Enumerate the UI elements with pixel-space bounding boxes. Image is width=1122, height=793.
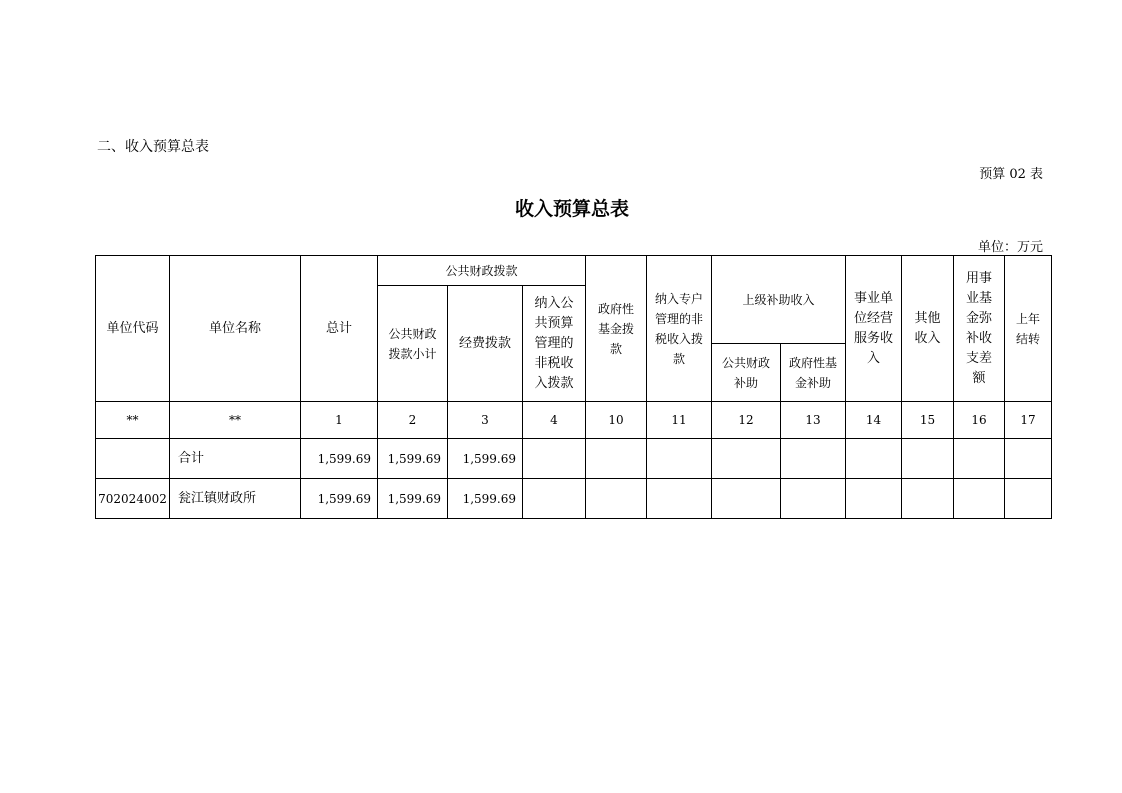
header-business-income: 事业单位经营服务收入 <box>846 256 902 402</box>
empty-cell <box>954 439 1005 479</box>
empty-cell <box>712 439 781 479</box>
empty-cell <box>712 479 781 519</box>
header-gov-fund: 政府性基金拨款 <box>586 256 647 402</box>
header-fund-offset: 用事业基金弥补收支差额 <box>954 256 1005 402</box>
table-number: 预算 02 表 <box>979 167 1043 182</box>
empty-cell <box>647 439 712 479</box>
header-total: 总计 <box>301 256 378 402</box>
document-title: 收入预算总表 <box>514 198 629 220</box>
index-cell: 13 <box>781 402 846 439</box>
index-cell: ** <box>170 402 301 439</box>
empty-cell <box>902 479 954 519</box>
header-public-finance-subsidy: 公共财政补助 <box>712 344 781 402</box>
subtotal-cell: 1,599.69 <box>378 439 448 479</box>
section-title: 二、收入预算总表 <box>97 139 209 155</box>
index-cell: 14 <box>846 402 902 439</box>
index-cell: 3 <box>448 402 523 439</box>
header-name: 单位名称 <box>170 256 301 402</box>
operating-fund-cell: 1,599.69 <box>448 439 523 479</box>
empty-cell <box>846 479 902 519</box>
empty-cell <box>586 439 647 479</box>
header-public-finance-subtotal: 公共财政拨款小计 <box>378 286 448 402</box>
empty-cell <box>523 439 586 479</box>
empty-cell <box>781 479 846 519</box>
index-cell: 15 <box>902 402 954 439</box>
total-cell: 1,599.69 <box>301 479 378 519</box>
unit-name-cell: 瓮江镇财政所 <box>170 479 301 519</box>
empty-cell <box>1005 439 1052 479</box>
header-superior-subsidy: 上级补助收入 <box>712 256 846 344</box>
index-cell: 1 <box>301 402 378 439</box>
index-cell: 2 <box>378 402 448 439</box>
empty-cell <box>902 439 954 479</box>
index-cell: 16 <box>954 402 1005 439</box>
income-budget-table <box>95 255 1052 519</box>
index-row <box>96 402 1052 439</box>
table-row <box>96 479 1052 519</box>
subtotal-cell: 1,599.69 <box>378 479 448 519</box>
empty-cell <box>647 479 712 519</box>
index-cell: 4 <box>523 402 586 439</box>
header-other-income: 其他收入 <box>902 256 954 402</box>
total-cell: 1,599.69 <box>301 439 378 479</box>
index-cell: 11 <box>647 402 712 439</box>
unit-code-cell: 702024002 <box>96 479 170 519</box>
header-carryover: 上年结转 <box>1005 256 1052 402</box>
empty-cell <box>1005 479 1052 519</box>
operating-fund-cell: 1,599.69 <box>448 479 523 519</box>
unit-label: 单位：万元 <box>977 240 1043 255</box>
empty-cell <box>954 479 1005 519</box>
empty-cell <box>586 479 647 519</box>
header-nontax-special: 纳入专户管理的非税收入拨款 <box>647 256 712 402</box>
header-operating-fund: 经费拨款 <box>448 286 523 402</box>
header-gov-fund-subsidy: 政府性基金补助 <box>781 344 846 402</box>
index-cell: 17 <box>1005 402 1052 439</box>
empty-cell <box>523 479 586 519</box>
unit-code-cell <box>96 439 170 479</box>
unit-name-cell: 合计 <box>170 439 301 479</box>
header-nontax-public-budget: 纳入公共预算管理的非税收入拨款 <box>523 286 586 402</box>
index-cell: 12 <box>712 402 781 439</box>
header-code: 单位代码 <box>96 256 170 402</box>
index-cell: ** <box>96 402 170 439</box>
header-public-finance: 公共财政拨款 <box>378 256 586 286</box>
empty-cell <box>846 439 902 479</box>
empty-cell <box>781 439 846 479</box>
table-row <box>96 439 1052 479</box>
index-cell: 10 <box>586 402 647 439</box>
header-row-1 <box>96 256 1052 286</box>
